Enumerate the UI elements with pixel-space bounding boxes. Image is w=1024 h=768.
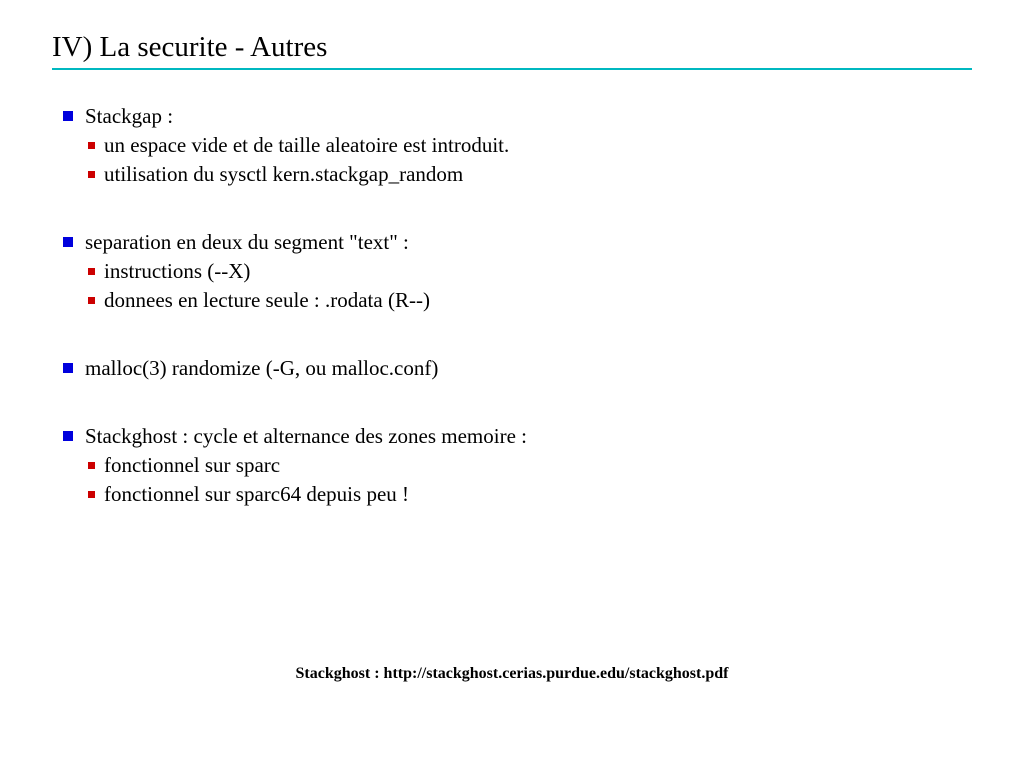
sub-list-item (88, 160, 983, 189)
blue-square-bullet-icon (63, 363, 73, 373)
list-item (63, 422, 983, 451)
red-square-subbullet-icon (88, 268, 95, 275)
sub-list-item-text: un espace vide et de taille aleatoire est introduit. (104, 133, 510, 157)
bullet-group (63, 228, 983, 315)
red-square-subbullet-icon (88, 171, 95, 178)
red-square-subbullet-icon (88, 297, 95, 304)
list-item-text: Stackgap : (85, 104, 174, 128)
red-square-subbullet-icon (88, 142, 95, 149)
title-underline-rule (52, 68, 972, 70)
sub-list-item (88, 131, 983, 160)
bullet-group (63, 422, 983, 509)
sub-list-item (88, 257, 983, 286)
blue-square-bullet-icon (63, 431, 73, 441)
red-square-subbullet-icon (88, 491, 95, 498)
list-item-text: malloc(3) randomize (-G, ou malloc.conf) (85, 356, 439, 380)
slide-title: IV) La securite - Autres (52, 31, 328, 63)
list-item (63, 102, 983, 131)
red-square-subbullet-icon (88, 462, 95, 469)
sub-list-item-text: instructions (--X) (104, 259, 251, 283)
list-item (63, 354, 983, 383)
bullet-group (63, 102, 983, 189)
list-item-text: separation en deux du segment "text" : (85, 230, 409, 254)
sub-list-item (88, 286, 983, 315)
sub-list-item (88, 451, 983, 480)
bullet-group (63, 354, 983, 383)
slide-header (52, 30, 972, 64)
sub-list-item-text: fonctionnel sur sparc (104, 453, 281, 477)
blue-square-bullet-icon (63, 111, 73, 121)
sub-list-item (88, 480, 983, 509)
blue-square-bullet-icon (63, 237, 73, 247)
bullet-list (63, 102, 983, 509)
sub-list-item-text: fonctionnel sur sparc64 depuis peu ! (104, 482, 410, 506)
slide-footer (0, 665, 1024, 683)
list-item-text: Stackghost : cycle et alternance des zones memoire : (85, 424, 527, 448)
list-item (63, 228, 983, 257)
footer-reference: Stackghost : http://stackghost.cerias.purdue.edu/stackghost.pdf (295, 665, 729, 682)
sub-list-item-text: donnees en lecture seule : .rodata (R--) (104, 288, 430, 312)
sub-list-item-text: utilisation du sysctl kern.stackgap_random (104, 162, 464, 186)
